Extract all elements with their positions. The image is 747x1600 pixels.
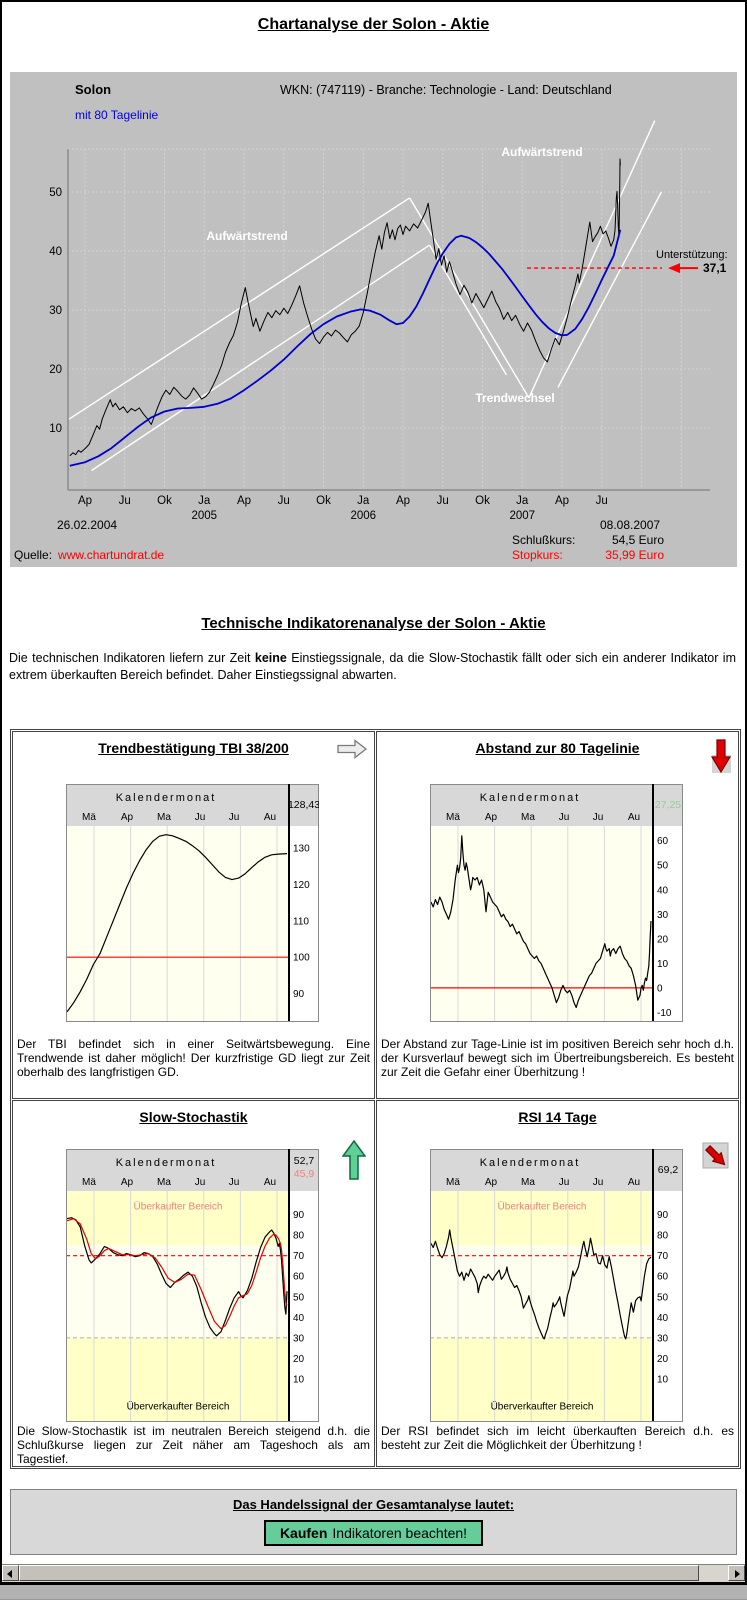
svg-text:40: 40	[657, 885, 669, 897]
svg-text:70: 70	[657, 1251, 669, 1263]
svg-text:Ap: Ap	[77, 495, 93, 507]
svg-text:40: 40	[49, 246, 62, 258]
svg-text:80: 80	[293, 1230, 305, 1242]
svg-text:80: 80	[657, 1230, 669, 1242]
abstand-chart-svg	[430, 784, 683, 1022]
intro-paragraph	[9, 650, 736, 684]
svg-text:Ju: Ju	[194, 1177, 206, 1188]
svg-text:60: 60	[657, 1271, 669, 1283]
svg-text:Mä: Mä	[446, 812, 460, 823]
svg-text:50: 50	[657, 1292, 669, 1304]
window-bottom-edge	[0, 1584, 747, 1599]
svg-text:10: 10	[293, 1374, 305, 1386]
stop-price-label: Stopkurs:	[512, 548, 563, 562]
svg-text:30: 30	[293, 1333, 305, 1345]
svg-text:2007: 2007	[509, 510, 536, 522]
svg-text:Ap: Ap	[395, 495, 411, 507]
scroll-left-button[interactable]	[2, 1565, 19, 1581]
svg-text:Ap: Ap	[236, 495, 252, 507]
trend-down-right-icon	[699, 1139, 730, 1175]
svg-text:Ja: Ja	[198, 495, 211, 507]
svg-text:69,2: 69,2	[657, 1164, 679, 1176]
svg-text:Ap: Ap	[484, 812, 498, 823]
trend-down-icon	[710, 738, 732, 779]
section-heading: Technische Indikatorenanalyse der Solon - Aktie	[201, 615, 546, 632]
svg-text:Ma: Ma	[157, 812, 171, 823]
stop-price-row	[512, 548, 664, 562]
svg-text:Ja: Ja	[516, 495, 529, 507]
source-label: Quelle:	[14, 548, 53, 562]
close-price-value: 54,5 Euro	[611, 533, 664, 547]
page-content	[2, 2, 745, 1565]
svg-text:10: 10	[657, 1374, 669, 1386]
svg-text:Unterstützung:: Unterstützung:	[656, 249, 728, 262]
svg-text:Ju: Ju	[592, 812, 604, 823]
svg-text:60: 60	[657, 836, 669, 848]
svg-text:Mä: Mä	[82, 1177, 96, 1188]
svg-text:Ma: Ma	[521, 1177, 535, 1188]
rsi-chart-svg	[430, 1149, 683, 1422]
svg-text:Ju: Ju	[595, 495, 608, 507]
stochastik-chart	[66, 1149, 319, 1427]
svg-text:Ju: Ju	[592, 1177, 604, 1188]
svg-text:-10: -10	[657, 1007, 672, 1019]
svg-text:100: 100	[293, 952, 310, 964]
svg-text:Ok: Ok	[475, 495, 490, 507]
svg-text:27,25: 27,25	[654, 799, 682, 811]
abstand-title: Abstand zur 80 Tagelinie	[475, 740, 640, 756]
svg-text:Überverkaufter Bereich: Überverkaufter Bereich	[126, 1401, 230, 1413]
svg-text:Ap: Ap	[120, 812, 134, 823]
svg-text:Ok: Ok	[316, 495, 331, 507]
svg-text:130: 130	[293, 843, 310, 855]
svg-text:30: 30	[49, 305, 62, 317]
signal-note: Indikatoren beachten!	[332, 1525, 468, 1541]
signal-heading: Das Handelssignal der Gesamtanalyse lautet:	[232, 1497, 515, 1512]
svg-text:10: 10	[657, 958, 669, 970]
svg-text:Ju: Ju	[194, 812, 206, 823]
main-chart-svg	[10, 72, 737, 567]
abstand-chart	[430, 784, 683, 1027]
svg-text:Ja: Ja	[357, 495, 370, 507]
svg-text:50: 50	[657, 860, 669, 872]
stochastik-title: Slow-Stochastik	[139, 1109, 248, 1125]
svg-text:Ap: Ap	[484, 1177, 498, 1188]
svg-text:Ap: Ap	[120, 1177, 134, 1188]
intro-before: Die technischen Indikatoren liefern zur Zeit	[9, 651, 255, 665]
svg-text:30: 30	[657, 1333, 669, 1345]
intro-after: Einstiegssignale, da die Slow-Stochastik fällt oder sich ein anderer Indikator im extrem überkauften Bereich befindet. Daher Einstiegssignal abwarten.	[9, 651, 736, 682]
svg-text:45,9: 45,9	[293, 1168, 315, 1180]
scrollbar-thumb[interactable]	[19, 1565, 699, 1581]
main-chart-panel	[10, 72, 737, 567]
close-price-row	[512, 533, 664, 547]
svg-text:Au: Au	[263, 812, 277, 823]
trend-up-icon	[342, 1139, 366, 1186]
source-row	[14, 548, 164, 562]
svg-text:60: 60	[293, 1271, 305, 1283]
trend-sideways-icon	[336, 738, 368, 765]
indicator-cell-abstand	[376, 731, 739, 1099]
svg-text:0: 0	[657, 983, 663, 995]
chart-start-date: 26.02.2004	[57, 518, 118, 532]
svg-text:Ju: Ju	[118, 495, 131, 507]
svg-text:Ma: Ma	[521, 812, 535, 823]
svg-text:Au: Au	[627, 1177, 641, 1188]
scroll-right-icon	[735, 1570, 740, 1578]
svg-text:110: 110	[293, 916, 309, 928]
tbi-text: Der TBI befindet sich in einer Seitwärtsbewegung. Eine Trendwende ist daher möglich! Der kurzfristige GD liegt zur Zeit oberhalb des langfristigen GD.	[17, 1037, 370, 1079]
svg-text:2005: 2005	[191, 510, 218, 522]
svg-text:Ju: Ju	[558, 1177, 570, 1188]
svg-text:Mä: Mä	[82, 812, 96, 823]
scroll-right-button[interactable]	[728, 1565, 745, 1581]
signal-button[interactable]	[264, 1520, 483, 1546]
svg-text:52,7: 52,7	[293, 1155, 315, 1167]
tbi-chart	[66, 784, 319, 1027]
chart-subtitle: mit 80 Tagelinie	[75, 108, 159, 122]
stochastik-chart-svg	[66, 1149, 319, 1422]
svg-text:Kalendermonat: Kalendermonat	[479, 792, 581, 804]
svg-text:120: 120	[293, 879, 310, 891]
svg-text:30: 30	[657, 909, 669, 921]
scroll-left-icon	[7, 1570, 12, 1578]
signal-box	[10, 1489, 737, 1555]
close-price-label: Schlußkurs:	[512, 533, 576, 547]
svg-text:Au: Au	[627, 812, 641, 823]
svg-text:20: 20	[657, 1353, 669, 1365]
svg-text:90: 90	[293, 1210, 305, 1222]
tbi-chart-svg	[66, 784, 319, 1022]
svg-text:Kalendermonat: Kalendermonat	[115, 1157, 217, 1169]
source-link[interactable]: www.chartundrat.de	[58, 548, 165, 562]
svg-text:Au: Au	[263, 1177, 277, 1188]
rsi-title: RSI 14 Tage	[518, 1109, 597, 1125]
svg-text:20: 20	[657, 934, 669, 946]
svg-text:70: 70	[293, 1251, 305, 1263]
svg-text:Ju: Ju	[436, 495, 449, 507]
svg-text:Aufwärtstrend: Aufwärtstrend	[206, 229, 288, 243]
stock-info-line: WKN: (747119) - Branche: Technologie - Land: Deutschland	[280, 83, 612, 97]
chart-end-date: 08.08.2007	[600, 518, 661, 532]
stochastik-text: Die Slow-Stochastik ist im neutralen Bereich steigend d.h. die Schlußkurse liegen zur Zeit näher am Tageshoch als am Tagestief.	[17, 1424, 370, 1466]
svg-text:Ok: Ok	[157, 495, 172, 507]
svg-text:40: 40	[657, 1312, 669, 1324]
svg-text:Ju: Ju	[558, 812, 570, 823]
signal-verdict: Kaufen	[279, 1525, 328, 1541]
svg-text:90: 90	[293, 989, 305, 1001]
svg-text:Überkaufter Bereich: Überkaufter Bereich	[497, 1201, 587, 1213]
svg-text:Kalendermonat: Kalendermonat	[115, 792, 217, 804]
svg-text:Trendwechsel: Trendwechsel	[475, 391, 555, 405]
page-title: Chartanalyse der Solon - Aktie	[257, 16, 490, 33]
svg-text:Ma: Ma	[157, 1177, 171, 1188]
intro-bold: keine	[254, 651, 287, 665]
svg-text:Ju: Ju	[277, 495, 290, 507]
svg-text:50: 50	[293, 1292, 305, 1304]
svg-text:Aufwärtstrend: Aufwärtstrend	[501, 145, 583, 159]
horizontal-scrollbar[interactable]	[2, 1564, 745, 1582]
rsi-chart	[430, 1149, 683, 1427]
svg-text:128,43: 128,43	[287, 799, 319, 811]
svg-text:50: 50	[49, 187, 62, 199]
indicator-cell-rsi	[376, 1100, 739, 1467]
svg-text:2006: 2006	[350, 510, 377, 522]
svg-text:20: 20	[293, 1353, 305, 1365]
svg-text:90: 90	[657, 1210, 669, 1222]
svg-text:Mä: Mä	[446, 1177, 460, 1188]
svg-text:Ap: Ap	[554, 495, 570, 507]
svg-text:20: 20	[49, 364, 62, 376]
tbi-title: Trendbestätigung TBI 38/200	[98, 740, 289, 756]
indicator-grid	[10, 729, 741, 1469]
svg-text:Überkaufter Bereich: Überkaufter Bereich	[133, 1201, 223, 1213]
stock-name: Solon	[75, 82, 112, 97]
svg-text:Kalendermonat: Kalendermonat	[479, 1157, 581, 1169]
svg-text:Überverkaufter Bereich: Überverkaufter Bereich	[490, 1401, 594, 1413]
svg-text:37,1: 37,1	[703, 261, 727, 276]
stop-price-value: 35,99 Euro	[605, 548, 664, 562]
svg-text:40: 40	[293, 1312, 305, 1324]
indicator-cell-tbi	[12, 731, 375, 1099]
rsi-text: Der RSI befindet sich im leicht überkauften Bereich d.h. es besteht zur Zeit die Möglichkeit der Überhitzung !	[381, 1424, 734, 1452]
svg-text:Ju: Ju	[228, 812, 240, 823]
indicator-cell-stochastik	[12, 1100, 375, 1467]
svg-text:10: 10	[49, 423, 62, 435]
svg-text:Ju: Ju	[228, 1177, 240, 1188]
abstand-text: Der Abstand zur Tage-Linie ist im positiven Bereich sehr hoch d.h. der Kursverlauf bewegt sich im Übertreibungsbereich. Es besteht zur Zeit die Gefahr einer Überhitzung !	[381, 1037, 734, 1079]
